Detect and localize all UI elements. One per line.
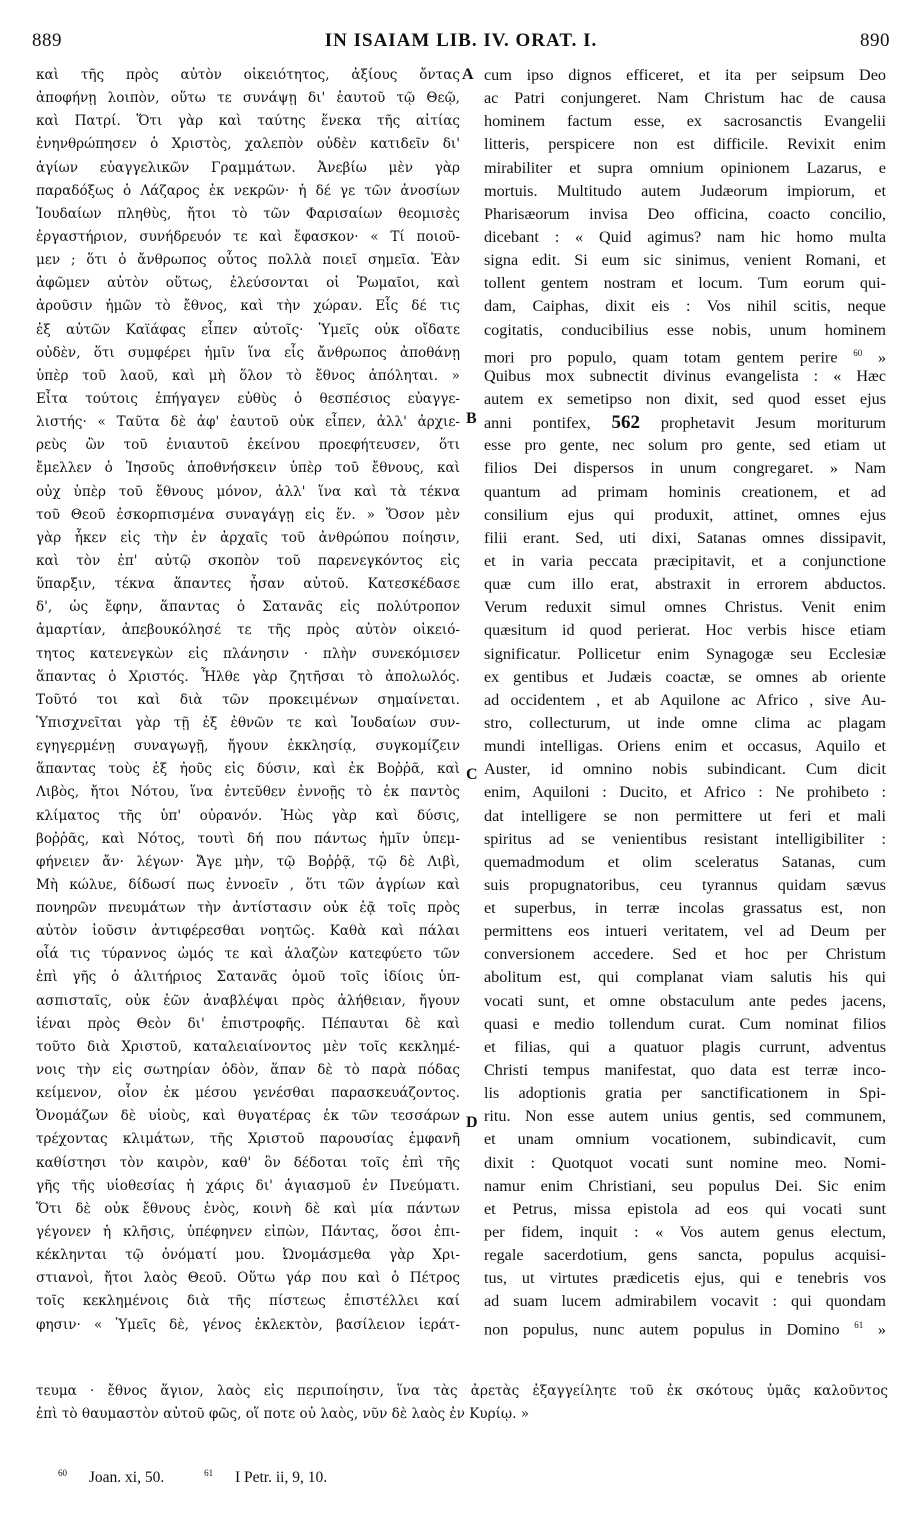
running-header <box>32 30 890 56</box>
greek-line: κέκληνται τῷ ὀνόματί μου. Ὠνομάσμεθα γὰρ Χρι- <box>36 1247 460 1264</box>
latin-line: litteris, perspicere non est difficile. Revixit enim <box>484 135 886 154</box>
greek-line: τοῖς κεκλημένοις διὰ τῆς πίστεως ἐπιστέλλει καί <box>36 1293 460 1310</box>
greek-line: ἐξ αὐτῶν Καϊάφας εἶπεν αὐτοῖς· Ὑμεῖς οὐκ οἴδατε <box>36 321 460 338</box>
page-number-right: 890 <box>860 30 890 51</box>
latin-line: abolitum est, qui complanat viam salutis his qui <box>484 968 886 987</box>
latin-line: et filias, qui a quatuor plagis currunt, adventus <box>484 1037 886 1056</box>
latin-line: mundi intelligas. Oriens enim et occasus, Aquilo et <box>484 737 886 756</box>
greek-line: αὐτὸν ἰοῦσιν ἀντιφέρεσθαι νοητῶς. Καθὰ καὶ πάλαι <box>36 923 460 940</box>
greek-line: ἁγίων εὐαγγελικῶν Γραμμάτων. Ἀνεβίω μὲν γὰρ <box>36 159 460 176</box>
latin-line: autem ex semetipso non dixit, sed quod esset ejus <box>484 389 886 408</box>
latin-line-text: mori pro populo, quam totam gentem perire <box>484 348 838 367</box>
column-number: 562 <box>611 412 641 434</box>
running-title: IN ISAIAM LIB. IV. ORAT. I. <box>324 30 598 51</box>
latin-line: cum ipso dignos efficeret, et ita per seipsum Deo <box>484 66 886 84</box>
latin-line: et superbus, in terræ incolas grassatus est, non <box>484 899 886 918</box>
latin-line: quæ cum illo erat, abstraxit in errorem abductos. <box>484 575 886 594</box>
greek-line: καὶ τῆς πρὸς αὐτὸν οἰκειότητος, ἀξίους ὄντας <box>36 67 460 83</box>
greek-line: καθίστησι τὸν καιρὸν, καθ' ὃν δέδοται τοῖς ἐπὶ τῆς <box>36 1154 460 1171</box>
latin-line: Christi tempus manifestat, quo data est terræ inco- <box>484 1061 886 1080</box>
greek-line: ασπισταῖς, οὐκ ἐῶν ἀναβλέψαι πρὸς ἀλήθειαν, ἤγουν <box>36 992 460 1009</box>
section-marker-c: C <box>466 766 478 783</box>
greek-line: γέγονεν ἡ κλῆσις, ὑπέφηνεν εἰπὼν, Πάντας, ὅσοι ἐπι- <box>36 1224 460 1241</box>
greek-line: Ὑπισχνεῖται γὰρ τῇ ἐξ ἐθνῶν τε καὶ Ἰουδαίων συν- <box>36 714 460 731</box>
latin-line: tollent gentem nostram et locum. Tum eorum qui- <box>484 274 886 293</box>
greek-line: τητος κατενεγκὼν εἰς πλάνησιν · πλὴν συνεκόμισεν <box>36 645 460 662</box>
greek-line: ὕπαρξιν, τέκνα ἅπαντες ἦσαν αὐτοῦ. Κατεσκέδασε <box>36 576 460 593</box>
greek-line: οἷά τις τύραννος ὠμός τε καὶ ἀλαζὼν κατεφύετο τῶν <box>36 946 460 963</box>
latin-line: Auster, id omnino nobis subindicant. Cum dicit <box>484 760 886 779</box>
greek-line: Τοῦτό τοι καὶ διὰ τῶν προκειμένων σημαίνεται. <box>36 691 460 708</box>
latin-line: vocati sunt, et omne obstaculum ante pedes jacens, <box>484 991 886 1010</box>
closing-quote: » <box>877 348 887 367</box>
greek-line: ἅπαντας ὁ Χριστός. Ἦλθε γὰρ ζητῆσαι τὸ ἀπολωλός. <box>36 668 460 685</box>
greek-line: τοῦ Θεοῦ ἐσκορπισμένα συναγάγῃ εἰς ἕν. » Ὅσον μὲν <box>36 506 460 523</box>
greek-line: ἀροῦσιν ἡμῶν τὸ ἔθνος, καὶ τὴν χώραν. Εἷς δέ τις <box>36 298 460 315</box>
latin-line: quantum ad primam hominis creationem, et ad <box>484 482 886 501</box>
greek-line: Ὅτι δὲ οὐκ ἔθνους ἑνὸς, κοινὴ δὲ καὶ μία πάντων <box>36 1200 460 1217</box>
greek-line: εγηγερμένῃ συναγωγῇ, ἤγουν ἐκκλησίᾳ, συγκομίζειν <box>36 738 460 755</box>
latin-line: et Petrus, missa epistola ad eos qui vocati sunt <box>484 1199 886 1218</box>
greek-line: νοις τὴν εἰς σωτηρίαν ὁδὸν, ἅπαν δὲ τὸ παρὰ πόδας <box>36 1062 460 1079</box>
latin-line: permittens eos intueri veritatem, vel ad Deum per <box>484 922 886 941</box>
greek-line: παραδόξως ὁ Λάζαρος ἐκ νεκρῶν· ἡ δέ γε τῶν ἀνοσίων <box>36 182 460 199</box>
latin-line: ad suam lucem admirabilem vocavit : qui quondam <box>484 1292 886 1311</box>
greek-line: γῆς τῆς υἱοθεσίας ἡ χάρις δι' ἁγιασμοῦ ἐν Πνεύματι. <box>36 1177 460 1194</box>
greek-line: ρεὺς ὢν τοῦ ἐνιαυτοῦ ἐκείνου προεφήτευσεν, ὅτι <box>36 437 460 454</box>
greek-continuation-line: τευμα · ἔθνος ἅγιον, λαὸς εἰς περιποίησιν, ἵνα τὰς ἀρετὰς ἐξαγγείλητε τοῦ ἐκ σκότους ὑμᾶς καλοῦντος <box>36 1383 888 1399</box>
latin-line: quæsitum id quod perierat. Hoc verbis hisce etiam <box>484 621 886 640</box>
greek-line: Ἰουδαίων πληθὺς, ἤτοι τὸ τῶν Φαρισαίων θεομισὲς <box>36 205 460 222</box>
latin-line: et unam omnium vocationem, subindicavit, cum <box>484 1130 886 1149</box>
latin-line: filii erant. Sed, uti dixi, Satanas omnes dissipavit, <box>484 528 886 547</box>
greek-line: φήνειεν ἄν· λέγων· Ἄγε μὴν, τῷ Βοῤῥᾷ, τῷ δὲ Λιβὶ, <box>36 853 460 870</box>
latin-line: ritu. Non esse autem unius gentis, sed communem, <box>484 1107 886 1126</box>
footnote-60: $^{60}$ Joan. xi, 50. <box>58 1468 165 1487</box>
greek-line: καὶ Πατρί. Ὅτι γὰρ καὶ ταύτης ἕνεκα τῆς αἰτίας <box>36 113 460 130</box>
greek-line: ἐνηνθρώπησεν ὁ Χριστὸς, χαλεπὸν οὐδὲν κατιδεῖν δι' <box>36 136 460 153</box>
latin-line-text: non populus, nunc autem populus in Domino <box>484 1319 840 1338</box>
greek-line: ἐργαστήριον, συνήδρευόν τε καὶ ἔφασκον· « Τί ποιοῦ- <box>36 228 460 245</box>
greek-line: ἁμαρτίαν, ἀπεβουκόλησέ τε τῆς πρὸς αὐτὸν οἰκειό- <box>36 622 460 639</box>
latin-line: suis propugnatoribus, ceu tyrannus quidam sævus <box>484 875 886 894</box>
greek-line: φησιν· « Ὑμεῖς δὲ, γένος ἐκλεκτὸν, βασίλειον ἱεράτ- <box>36 1316 460 1333</box>
latin-line: cogitatis, conducibilius esse nobis, unum hominem <box>484 320 886 339</box>
latin-line: tus, ut virtutes prædicetis ejus, qui e tenebris vos <box>484 1269 886 1288</box>
latin-line <box>484 1314 886 1337</box>
greek-line: πονηρῶν πνευμάτων τὴν ἀντίστασιν οὐκ ἐᾷ τοῖς πρὸς <box>36 900 460 917</box>
latin-line <box>484 411 886 434</box>
greek-line: ἰέναι πρὸς Θεὸν δι' ἐπιστροφῆς. Πέπαυται δὲ καὶ <box>36 1015 460 1032</box>
greek-line: ἀφῶμεν αὐτὸν οὕτως, ἐλεύσονται οἱ Ῥωμαῖοι, καὶ <box>36 275 460 292</box>
latin-line: mortuis. Multitudo autem Judæorum impiorum, et <box>484 181 886 200</box>
latin-line: regale sacerdotium, gens sancta, populus acquisi- <box>484 1246 886 1265</box>
footnote-61: $^{61}$ I Petr. ii, 9, 10. <box>204 1468 328 1487</box>
greek-line: λιστής· « Ταῦτα δὲ ἀφ' ἑαυτοῦ οὐκ εἶπεν, ἀλλ' ἀρχιε- <box>36 414 460 431</box>
greek-line: Εἶτα τούτοις ἐπήγαγεν εὐθὺς ὁ θεσπέσιος εὐαγγε- <box>36 390 460 407</box>
greek-line: μεν ; ὅτι ὁ ἄνθρωπος οὗτος πολλὰ ποιεῖ σημεῖα. Ἐὰν <box>36 252 460 269</box>
latin-line: hominem factum esse, ex sacrosanctis Evangelii <box>484 112 886 131</box>
latin-line-text: prophetavit Jesum moriturum <box>660 414 886 433</box>
latin-line: consilium ejus qui produxit, attinet, omnes ejus <box>484 505 886 524</box>
latin-line: Pharisæorum invisa Deo officina, coacto concilio, <box>484 204 886 223</box>
greek-line: καὶ τὸν ἐπ' αὐτῷ σκοπὸν τοῦ παρενεγκόντος εἰς <box>36 552 460 569</box>
greek-line: κλίματος τῆς ὑπ' οὐρανόν. Ἠὼς γὰρ καὶ δύσις, <box>36 807 460 824</box>
greek-line: ἐπὶ γῆς ὁ ἀλιτήριος Σατανᾶς ὁμοῦ τοῖς ἰδίοις ὑπ- <box>36 969 460 986</box>
latin-line: quemadmodum et olim sceleratus Satanas, cum <box>484 852 886 871</box>
latin-line: signa edit. Si eum sic sinimus, venient Romani, et <box>484 251 886 270</box>
latin-line: dat intelligere se non permittere ut feri et mali <box>484 806 886 825</box>
latin-line: esse pro gente, nec solum pro gente, sed etiam ut <box>484 436 886 455</box>
greek-line: ἀποφήνῃ λοιπὸν, οὕτω τε συνάψῃ δι' ἑαυτοῦ τῷ Θεῷ, <box>36 90 460 107</box>
latin-line: significatur. Pollicetur enim Synagogæ seu Ecclesiæ <box>484 644 886 663</box>
latin-line: Quibus mox subnectit divinus evangelista : « Hæc <box>484 366 886 385</box>
latin-line: ad occidentem , et ab Aquilone ac Africo , sive Au- <box>484 690 886 709</box>
section-marker-a: A <box>462 66 474 83</box>
latin-line: stro, collecturum, ut inde omne clima ac plagam <box>484 713 886 732</box>
latin-column <box>484 64 886 1337</box>
section-marker-b: B <box>466 410 477 427</box>
latin-line: dicebant : « Quid agimus? nam hic homo multa <box>484 227 886 246</box>
greek-line: Λιβὸς, ἤτοι Νότου, ἵνα ἐντεῦθεν ἐννοῇς τὸ ἐκ παντὸς <box>36 784 460 801</box>
greek-line: οὐδὲν, ὅτι συμφέρει ἡμῖν ἵνα εἷς ἄνθρωπος ἀποθάνῃ <box>36 344 460 361</box>
greek-line: στιανοὶ, ἤτοι λαὸς Θεοῦ. Οὕτω γάρ που καὶ ὁ Πέτρος <box>36 1270 460 1287</box>
closing-quote: » <box>877 1319 886 1338</box>
greek-line: τοῦτο διὰ Χριστοῦ, καταλειαίνοντος μὲν τοῖς κεκλημέ- <box>36 1038 460 1055</box>
greek-line: οὐχ ὑπὲρ τοῦ ἔθνους μόνον, ἀλλ' ἵνα καὶ τὰ τέκνα <box>36 483 460 500</box>
latin-line: quasi e medio tollendum curat. Cum nominat filios <box>484 1014 886 1033</box>
greek-line: τρέχοντας κλιμάτων, τῆς Χριστοῦ παρουσίας ἐμφανῆ <box>36 1131 460 1148</box>
greek-line: ὑπὲρ τοῦ λαοῦ, καὶ μὴ ὅλον τὸ ἔθνος ἀπόληται. » <box>36 367 460 384</box>
greek-continuation <box>36 1380 888 1426</box>
greek-continuation-line: ἐπὶ τὸ θαυμαστὸν αὐτοῦ φῶς, οἵ ποτε οὐ λαὸς, νῦν δὲ λαὸς ἐν Κυρίῳ. » <box>36 1406 530 1423</box>
greek-line: γὰρ ἧκεν εἰς τὴν ἐν ἀρχαῖς τοῦ ἀνθρώπου ποίησιν, <box>36 529 460 546</box>
greek-column <box>36 64 460 1337</box>
greek-line: βοῤῥᾶς, καὶ Νότος, τουτὶ δή που πάντως ἡμῖν ὑπεμ- <box>36 830 460 847</box>
latin-line: per fidem, inquit : « Vos autem genus electum, <box>484 1223 886 1242</box>
greek-line: δ', ὡς ἔφην, ἅπαντας ὁ Σατανᾶς εἰς πολύτροπον <box>36 599 460 616</box>
latin-line-prefix: anni pontifex, <box>484 414 591 433</box>
section-marker-d: D <box>466 1114 478 1131</box>
latin-line: ac Patri conjungeret. Nam Christum hac de causa <box>484 89 886 108</box>
latin-line: enim, Aquiloni : Ducito, et Africo : Ne prohibeto : <box>484 783 886 802</box>
greek-line: ἅπαντας τοὺς ἐξ ἠοῦς εἰς δύσιν, καὶ ἐκ Βοῤῥᾶ, καὶ <box>36 761 460 778</box>
latin-line: mirabiliter et supra omnium opinionem Lazarus, e <box>484 158 886 177</box>
latin-line <box>484 342 886 365</box>
greek-line: κείμενον, οἷον ἐκ μέσου γενέσθαι παρασκευάζοντος. <box>36 1085 460 1102</box>
latin-line: namur enim Christiani, seu populus Dei. Sic enim <box>484 1176 886 1195</box>
footnotes <box>58 1468 658 1487</box>
latin-line: Verum reduxit simul omnes Christus. Venit enim <box>484 598 886 617</box>
latin-line: ex gentibus et Judæis coactæ, se omnes ab oriente <box>484 667 886 686</box>
latin-line: filios Dei dispersos in unum congregaret. » Nam <box>484 459 886 478</box>
greek-line: Ὀνομάζων δὲ υἱοὺς, καὶ θυγατέρας ἐκ τῶν τεσσάρων <box>36 1108 460 1125</box>
latin-line: dam, Caiphas, dixit eis : Vos nihil scitis, neque <box>484 297 886 316</box>
page-number-left: 889 <box>32 30 62 51</box>
latin-line: spiritus ad se venientibus resistant intelligibiliter : <box>484 829 886 848</box>
latin-line: lis adoptionis gratia per sanctificationem in Spi- <box>484 1084 886 1103</box>
greek-line: Μὴ κώλυε, δίδωσί πως ἐννοεῖν , ὅτι τῶν ἀγρίων καὶ <box>36 876 460 893</box>
latin-line: et in varia peccata præcipitavit, et a conjunctione <box>484 551 886 570</box>
greek-line: ἔμελλεν ὁ Ἰησοῦς ἀποθνήσκειν ὑπὲρ τοῦ ἔθνους, καὶ <box>36 460 460 477</box>
footnote-ref: 60 <box>853 347 863 358</box>
footnote-ref: 61 <box>854 1319 864 1330</box>
latin-line: conversionem accedere. Sed et hoc per Christum <box>484 945 886 964</box>
latin-line: dixit : Quotquot vocati sunt nomine meo. Nomi- <box>484 1153 886 1172</box>
